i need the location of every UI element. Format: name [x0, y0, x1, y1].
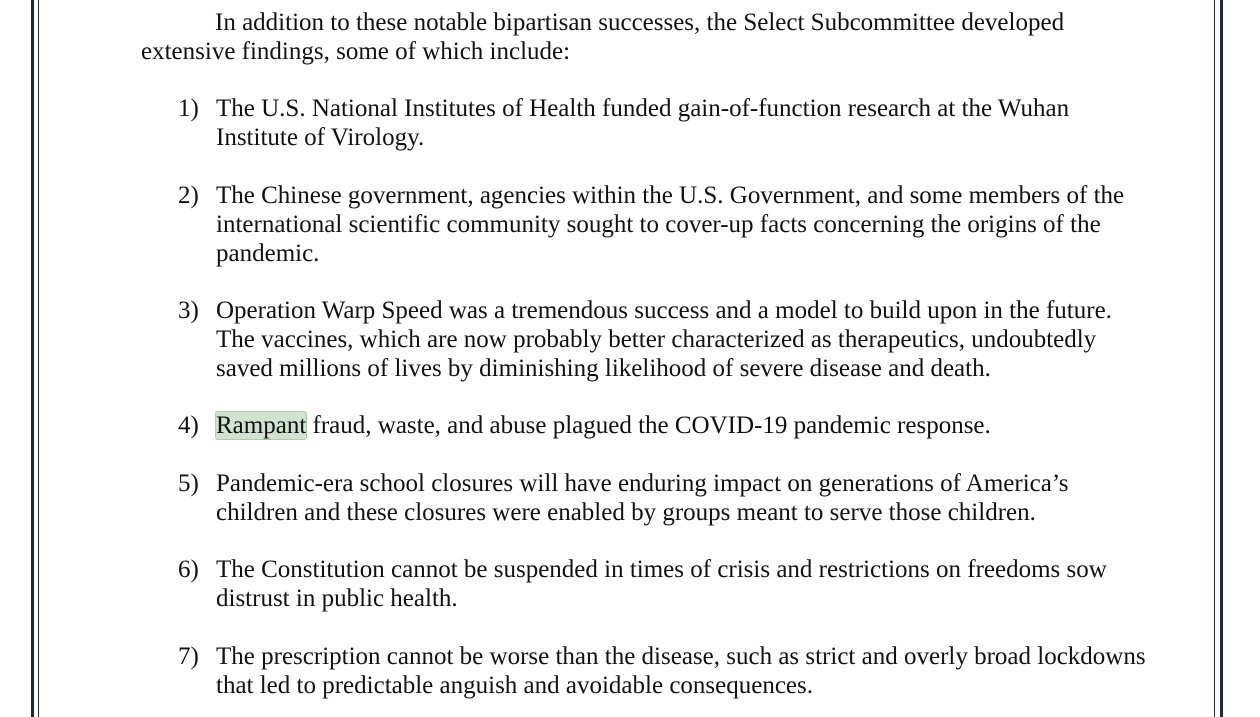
finding-text[interactable]: The Chinese government, agencies within the U.S. Government, and some members of the international scientific community sought to cover-up facts concerning the origins of the pandemic. [216, 182, 1125, 267]
finding-number: 7) [178, 643, 199, 670]
finding-text[interactable]: Operation Warp Speed was a tremendous success and a model to build upon in the future. The vaccines, which are now probably better characterized as therapeutics, undoubtedly saved millions of lives by diminishing likelihood of severe disease and death. [216, 297, 1112, 382]
page-border-right-inner [1214, 0, 1215, 717]
finding-item-5[interactable] [178, 469, 1151, 527]
highlighted-word[interactable]: Rampant [216, 412, 307, 439]
finding-number: 1) [178, 95, 199, 122]
finding-text-rest[interactable]: fraud, waste, and abuse plagued the COVID-19 pandemic response. [306, 412, 991, 439]
finding-item-3[interactable] [178, 296, 1151, 383]
document-body [141, 8, 1146, 699]
finding-text[interactable]: The U.S. National Institutes of Health funded gain-of-function research at the Wuhan Institute of Virology. [216, 95, 1070, 151]
finding-number: 3) [178, 297, 199, 324]
finding-text[interactable]: The Constitution cannot be suspended in times of crisis and restrictions on freedoms sow distrust in public health. [216, 556, 1107, 612]
page-border-left-outer [31, 0, 34, 717]
page-border-left-inner [38, 0, 39, 717]
finding-number: 6) [178, 556, 199, 583]
finding-item-7[interactable] [178, 642, 1151, 700]
finding-text[interactable]: Pandemic-era school closures will have enduring impact on generations of America’s children and these closures were enabled by groups meant to serve those children. [216, 470, 1069, 526]
finding-text[interactable] [216, 411, 1151, 440]
finding-item-1[interactable] [178, 94, 1151, 152]
finding-item-6[interactable] [178, 555, 1151, 613]
finding-item-2[interactable] [178, 181, 1151, 268]
finding-item-4[interactable] [178, 411, 1151, 440]
page-border-right-outer [1220, 0, 1223, 717]
finding-text[interactable]: The prescription cannot be worse than the disease, such as strict and overly broad lockdowns that led to predictable anguish and avoidable consequences. [216, 643, 1146, 699]
finding-number: 5) [178, 470, 199, 497]
finding-number: 4) [178, 412, 199, 439]
finding-number: 2) [178, 182, 199, 209]
intro-paragraph[interactable]: In addition to these notable bipartisan successes, the Select Subcommittee developed extensive findings, some of which include: [141, 9, 1065, 65]
